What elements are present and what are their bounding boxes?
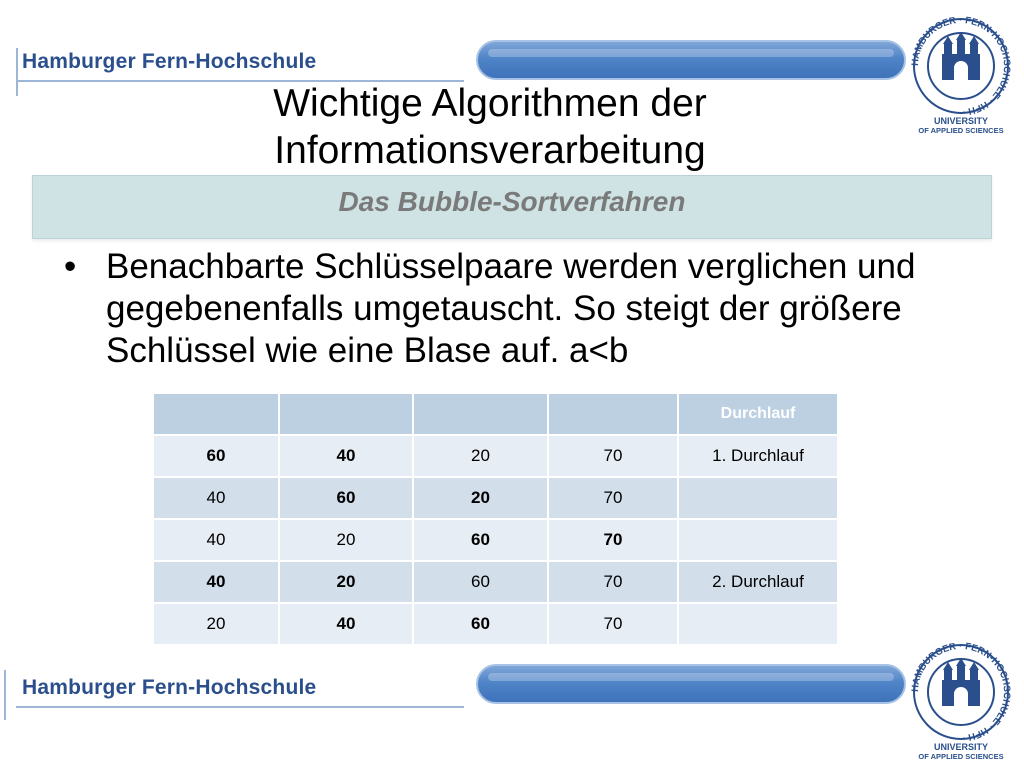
logo-ring-text: HAMBURGER · FERN-HOCHSCHULE · HFH ·	[909, 14, 1013, 118]
university-logo-footer	[906, 634, 1016, 760]
table-cell: 60	[414, 520, 547, 560]
table-cell: 20	[414, 478, 547, 518]
table-row	[154, 604, 837, 644]
bullet-dot: •	[64, 247, 77, 286]
table-header-durchlauf: Durchlauf	[679, 394, 837, 434]
table-header-cell	[549, 394, 677, 434]
table-cell: 40	[154, 562, 278, 602]
subtitle-band	[32, 175, 992, 239]
footer-brand: Hamburger Fern-Hochschule	[22, 676, 317, 699]
table-cell: 70	[549, 604, 677, 644]
table-cell: 20	[154, 604, 278, 644]
header-blue-bar	[476, 40, 906, 80]
logo-caption-2: OF APPLIED SCIENCES	[918, 126, 1004, 134]
table-cell: 20	[280, 562, 412, 602]
table-cell: 70	[549, 520, 677, 560]
footer-vertical-rule	[4, 670, 6, 720]
table-cell: 60	[414, 562, 547, 602]
footer-blue-bar	[476, 664, 906, 704]
table-cell: 40	[280, 604, 412, 644]
table-row	[154, 520, 837, 560]
bullet-text: Benachbarte Schlüsselpaare werden verglichen und gegebenenfalls umgetauscht. So steigt der größere Schlüssel wie eine Blase auf. a<b	[106, 247, 916, 370]
table-cell-pass	[679, 478, 837, 518]
table-cell: 60	[154, 436, 278, 476]
slide-subtitle: Das Bubble-Sortverfahren	[338, 186, 686, 217]
table-cell: 60	[414, 604, 547, 644]
table-header-row	[154, 394, 837, 434]
header-brand: Hamburger Fern-Hochschule	[22, 50, 317, 73]
logo-caption-1: UNIVERSITY	[933, 742, 989, 752]
table-cell: 60	[280, 478, 412, 518]
logo-caption-2: OF APPLIED SCIENCES	[918, 752, 1004, 760]
slide-title: Wichtige Algorithmen der Informationsverarbeitung	[273, 82, 707, 172]
university-logo-header	[906, 8, 1016, 134]
table-cell: 20	[414, 436, 547, 476]
logo-caption-1: UNIVERSITY	[933, 116, 989, 126]
logo-ring-text: HAMBURGER · FERN-HOCHSCHULE · HFH ·	[909, 640, 1013, 744]
table-cell-pass: 2. Durchlauf	[679, 562, 837, 602]
table-header-cell	[414, 394, 547, 434]
table-cell: 40	[154, 520, 278, 560]
table-cell: 20	[280, 520, 412, 560]
header-vertical-rule	[16, 48, 18, 96]
table-cell-pass: 1. Durchlauf	[679, 436, 837, 476]
table-cell: 70	[549, 562, 677, 602]
table-row	[154, 478, 837, 518]
table-cell: 40	[154, 478, 278, 518]
table-cell-pass	[679, 520, 837, 560]
table-cell: 40	[280, 436, 412, 476]
table-row	[154, 562, 837, 602]
table-header-cell	[154, 394, 278, 434]
table-cell-pass	[679, 604, 837, 644]
bubble-sort-table	[152, 392, 839, 646]
table-header-cell	[280, 394, 412, 434]
footer-horizontal-rule	[16, 706, 464, 708]
table-cell: 70	[549, 436, 677, 476]
table-cell: 70	[549, 478, 677, 518]
table-row	[154, 436, 837, 476]
